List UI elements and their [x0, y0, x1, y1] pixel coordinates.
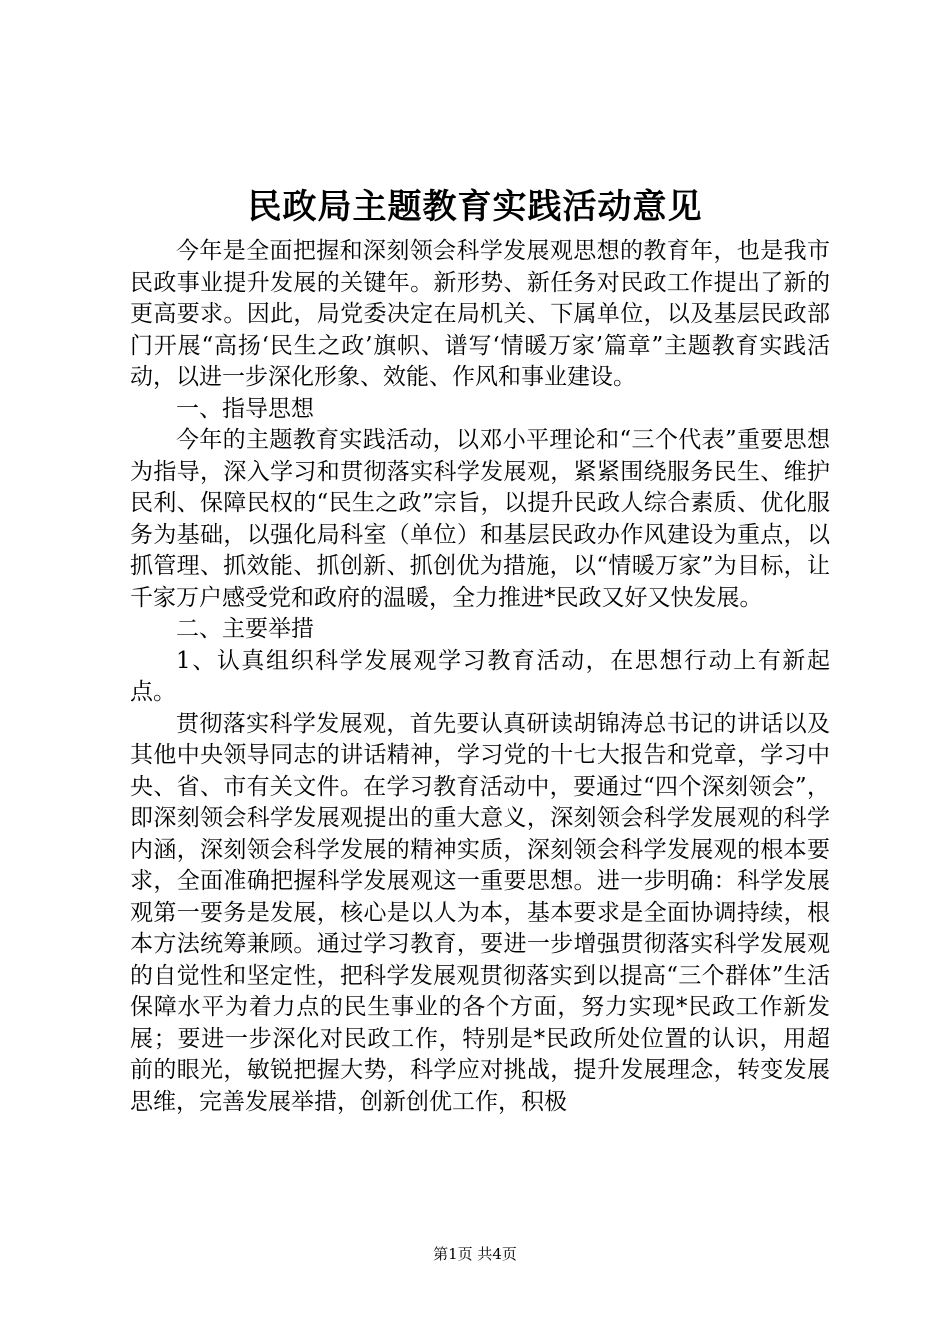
- paragraph-measure-1: 贯彻落实科学发展观，首先要认真研读胡锦涛总书记的讲话以及其他中央领导同志的讲话精神，学习党的十七大报告和党章，学习中央、省、市有关文件。在学习教育活动中，要通过“四个深刻领会”，即深刻领会科学发展观提出的重大意义，深刻领会科学发展观的科学内涵，深刻领会科学发展的精神实质，深刻领会科学发展观的根本要求，全面准确把握科学发展观这一重要思想。进一步明确：科学发展观第一要务是发展，核心是以人为本，基本要求是全面协调持续，根本方法统筹兼顾。通过学习教育，要进一步增强贯彻落实科学发展观的自觉性和坚定性，把科学发展观贯彻落实到以提高“三个群体”生活保障水平为着力点的民生事业的各个方面，努力实现*民政工作新发展；要进一步深化对民政工作，特别是*民政所处位置的认识，用超前的眼光，敏锐把握大势，科学应对挑战，提升发展理念，转变发展思维，完善发展举措，创新创优工作，积极: [130, 710, 830, 1115]
- section-heading-guiding-thought: 一、指导思想: [176, 395, 314, 422]
- document-body: [130, 236, 830, 1118]
- paragraph-guiding-thought: 今年的主题教育实践活动，以邓小平理论和“三个代表”重要思想为指导，深入学习和贯彻落实科学发展观，紧紧围绕服务民生、维护民利、保障民权的“民生之政”宗旨，以提升民政人综合素质、优化服务为基础，以强化局科室（单位）和基层民政办作风建设为重点，以抓管理、抓效能、抓创新、抓创优为措施，以“情暖万家”为目标，让千家万户感受党和政府的温暖，全力推进*民政又好又快发展。: [130, 427, 830, 611]
- paragraph-intro: 今年是全面把握和深刻领会科学发展观思想的教育年，也是我市民政事业提升发展的关键年。新形势、新任务对民政工作提出了新的更高要求。因此，局党委决定在局机关、下属单位，以及基层民政部门开展“高扬‘民生之政’旗帜、谱写‘情暖万家’篇章”主题教育实践活动，以进一步深化形象、效能、作风和事业建设。: [130, 238, 830, 390]
- page-footer: 第1页 共4页: [433, 1245, 517, 1263]
- section-heading-main-measures: 二、主要举措: [176, 616, 314, 642]
- document-title: 民政局主题教育实践活动意见: [247, 187, 703, 227]
- subheading-measure-1: 1、认真组织科学发展观学习教育活动，在思想行动上有新起点。: [130, 647, 830, 705]
